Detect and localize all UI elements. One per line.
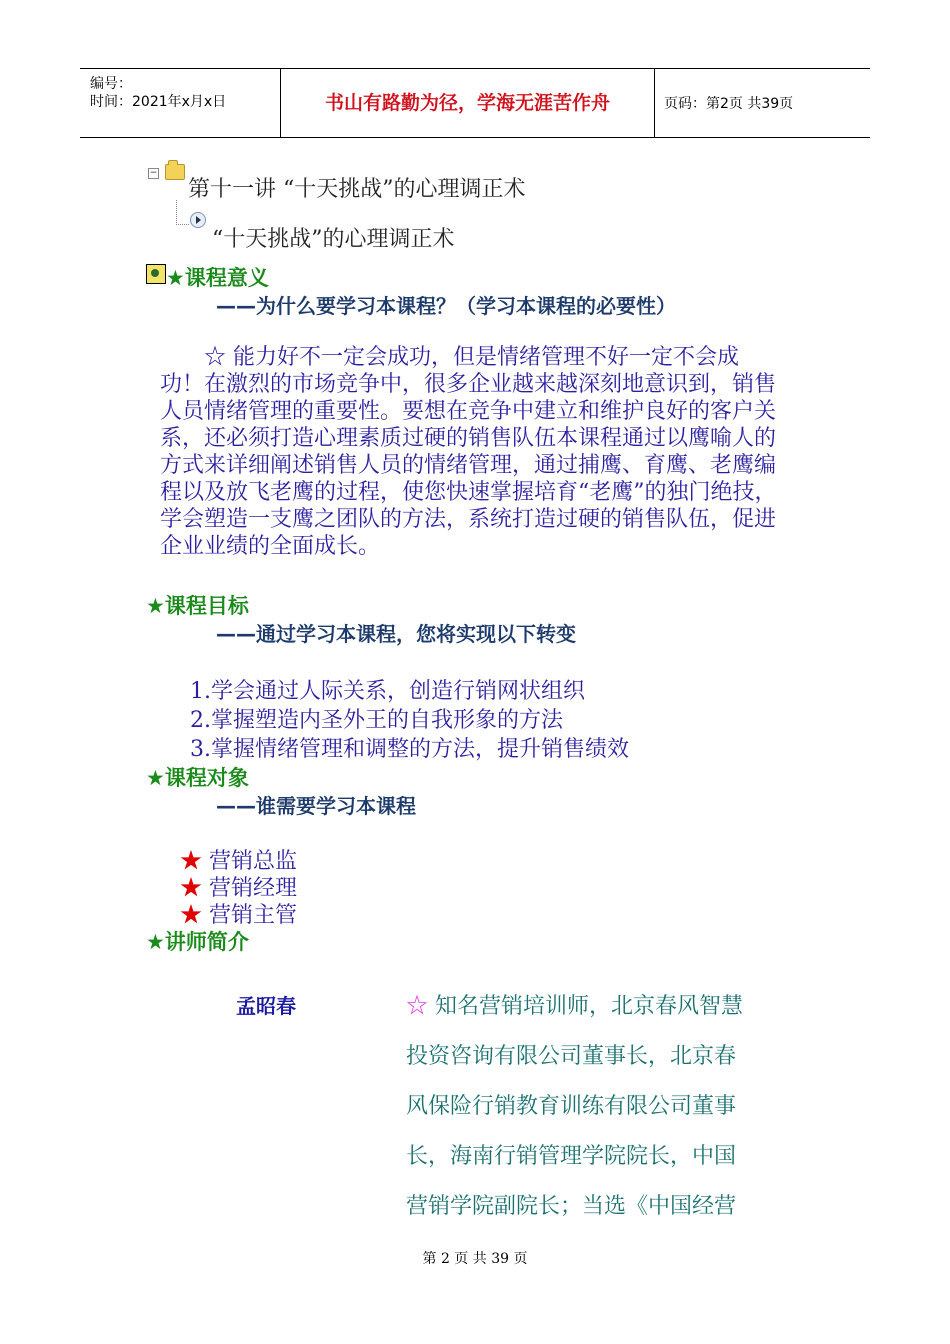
section-title-meaning: ★课程意义 [166, 266, 269, 290]
audience-item: ★ 营销主管 [180, 903, 298, 928]
tree-item-title[interactable]: “十天挑战”的心理调正术 [212, 227, 455, 252]
hollow-star-icon: ☆ [406, 994, 429, 1019]
play-page-icon [190, 212, 206, 228]
section-title-lecturer: ★讲师简介 [146, 930, 249, 954]
section-subtitle-goals: ——通过学习本课程，您将实现以下转变 [216, 622, 576, 646]
collapse-icon[interactable]: − [149, 168, 158, 178]
tree-connector [176, 200, 189, 225]
bio-line: ☆ 知名营销培训师，北京春风智慧 [406, 994, 744, 1019]
section-title-goals: ★课程目标 [146, 594, 249, 618]
meaning-paragraph: ☆ 能力好不一定会成功，但是情绪管理不好一定不会成功！在激烈的市场竞争中，很多企业越来越深刻地意识到，销售人员情绪管理的重要性。要想在竞争中建立和维护良好的客户关系，还必须打造心理素质过硬的销售队伍本课程通过以鹰喻人的方式来详细阐述销售人员的情绪管理，通过捕鹰、育鹰、老鹰编程以及放飞老鹰的过程，使您快速掌握培育“老鹰”的独门绝技，学会塑造一支鹰之团队的方法，系统打造过硬的销售队伍，促进企业业绩的全面成长。 [160, 345, 777, 559]
tree-lecture-title[interactable]: 第十一讲 “十天挑战”的心理调正术 [188, 177, 526, 202]
header-motto: 书山有路勤为径，学海无涯苦作舟 [281, 69, 655, 137]
bio-line: 投资咨询有限公司董事长，北京春 [406, 1044, 737, 1069]
goal-item: 3.掌握情绪管理和调整的方法，提升销售绩效 [190, 737, 629, 762]
lecturer-name: 孟昭春 [236, 994, 296, 1018]
section-subtitle-audience: ——谁需要学习本课程 [216, 794, 416, 818]
header-meta-cell [80, 69, 281, 137]
header-page-info: 页码：第2页 共39页 [664, 96, 794, 112]
page-header [80, 68, 870, 138]
star-icon: ★ [180, 903, 203, 928]
bio-line: 长，海南行销管理学院院长，中国 [406, 1144, 737, 1169]
document-number-label: 编号： [90, 76, 132, 92]
audience-item: ★ 营销总监 [180, 849, 298, 874]
goal-item: 1.学会通过人际关系，创造行销网状组织 [190, 679, 585, 704]
lecturer-bio [406, 982, 776, 1232]
section-subtitle-meaning: ——为什么要学习本课程？（学习本课程的必要性） [216, 294, 676, 318]
bio-line: 营销学院副院长；当选《中国经营 [406, 1194, 737, 1219]
section-title-audience: ★课程对象 [146, 766, 249, 790]
star-icon: ★ [180, 849, 203, 874]
folder-open-icon [165, 164, 185, 180]
section-marker-icon [146, 264, 166, 284]
page-footer: 第 2 页 共 39 页 [422, 1251, 528, 1267]
document-date-label: 时间：2021年x月x日 [90, 94, 227, 110]
goal-item: 2.掌握塑造内圣外王的自我形象的方法 [190, 708, 563, 733]
star-icon: ★ [180, 876, 203, 901]
audience-item: ★ 营销经理 [180, 876, 298, 901]
bio-line: 风保险行销教育训练有限公司董事 [406, 1094, 737, 1119]
